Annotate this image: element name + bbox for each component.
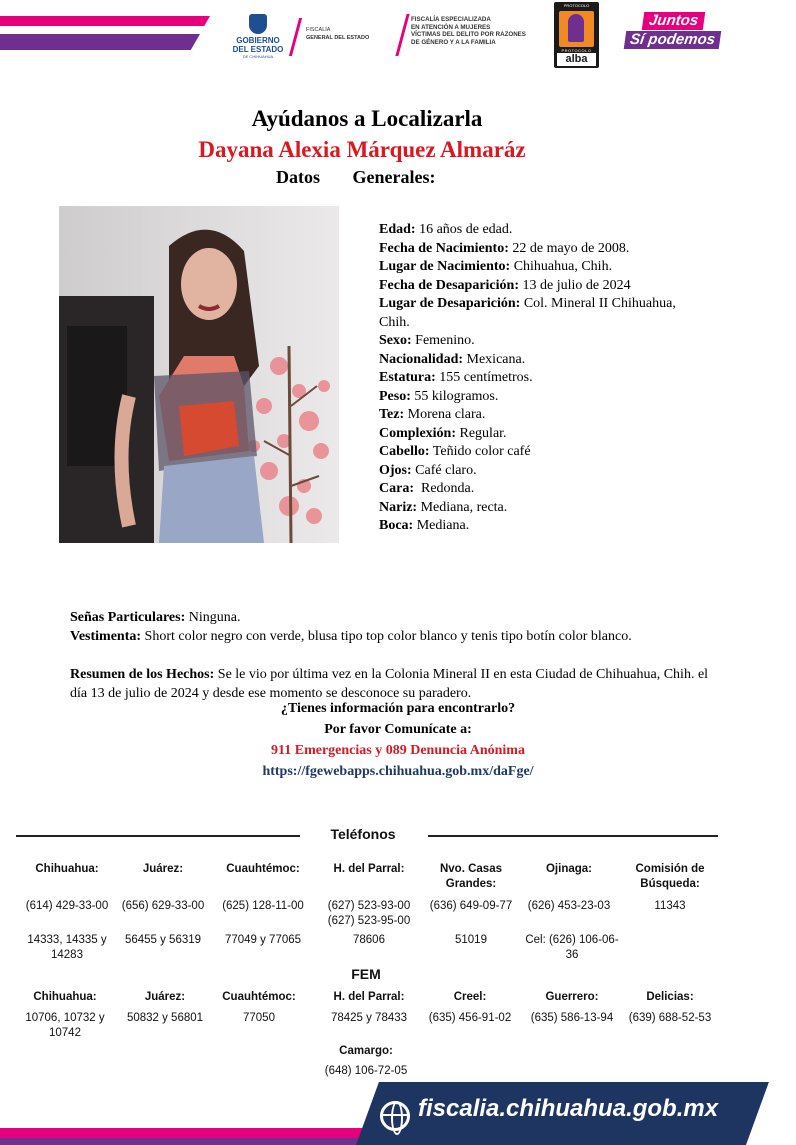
fem-header: Juárez: xyxy=(144,991,186,1003)
juntos-line1: Juntos xyxy=(642,12,706,30)
gobierno-line3: DE CHIHUAHUA xyxy=(242,54,274,59)
tel-header: Juárez: xyxy=(142,863,184,875)
figure-icon xyxy=(568,14,584,42)
tel-value: 11343 xyxy=(654,900,686,912)
photo-illustration xyxy=(59,206,339,543)
senas-particulares: Señas Particulares: Ninguna. xyxy=(70,610,241,625)
dato-peso: Peso: 55 kilogramos. xyxy=(379,388,499,404)
dato-boca: Boca: Mediana. xyxy=(379,518,470,533)
vestimenta: Vestimenta: Short color negro con verde, blusa tipo top color blanco y tenis tipo botín color blanco. xyxy=(70,628,632,644)
tel-value: (625) 128-11-00 xyxy=(222,900,304,912)
dato-ojos: Ojos: Café claro. xyxy=(379,462,477,478)
telefonos-title: Teléfonos xyxy=(330,826,396,842)
dato-edad: Edad: 16 años de edad. xyxy=(379,222,513,237)
fem-line2: EN ATENCIÓN A MUJERES xyxy=(411,23,491,31)
fem-title: FEM xyxy=(351,966,381,982)
dato-fecha-nacimiento: Fecha de Nacimiento: 22 de mayo de 2008. xyxy=(379,240,630,256)
camargo-header: Camargo: xyxy=(339,1045,393,1057)
dato-nacionalidad: Nacionalidad: Mexicana. xyxy=(379,351,526,367)
fem-header: Cuauhtémoc: xyxy=(222,991,296,1003)
fge-line2: GENERAL DEL ESTADO xyxy=(306,35,370,41)
tel-ext: Cel: (626) 106-06-36 xyxy=(525,934,619,961)
datos-generales xyxy=(379,221,679,536)
fem-value: 78425 y 78433 xyxy=(330,1012,408,1024)
shield-icon xyxy=(249,14,267,34)
fem-value: (635) 586-13-94 xyxy=(530,1012,614,1024)
page-title: Ayúdanos a Localizarla xyxy=(251,106,483,131)
contacto xyxy=(0,698,796,782)
footer-magenta-stripe xyxy=(0,1128,380,1138)
gobierno-line2: DEL ESTADO xyxy=(232,45,284,54)
resumen-hechos: Resumen de los Hechos: Se le vio por última vez en la Colonia Mineral II en esta Ciudad de Chihuahua, Chih. el día 13 de julio de 2024 y desde ese momento se desconoce su paradero. xyxy=(70,667,709,701)
fem-line4: DE GÉNERO Y A LA FAMILIA xyxy=(411,38,496,46)
tel-ext: 77049 y 77065 xyxy=(224,934,302,946)
fge-logo xyxy=(306,26,396,42)
person-photo xyxy=(59,206,339,543)
dato-cabello: Cabello: Teñido color café xyxy=(379,444,531,459)
juntos-logo xyxy=(625,12,720,49)
dato-lugar-nacimiento: Lugar de Nacimiento: Chihuahua, Chih. xyxy=(379,259,613,274)
dato-estatura: Estatura: 155 centímetros. xyxy=(379,370,533,385)
gobierno-line1: GOBIERNO xyxy=(236,36,280,45)
globe-icon xyxy=(380,1101,410,1131)
divider xyxy=(289,18,302,56)
fge-line1: FISCALÍA xyxy=(306,27,331,33)
contacto-url[interactable]: https://fgewebapps.chihuahua.gob.mx/daFge/ xyxy=(262,764,534,779)
contacto-emergencias: 911 Emergencias y 089 Denuncia Anónima xyxy=(271,743,525,758)
dato-complexion: Complexión: Regular. xyxy=(379,425,507,441)
fem-header: Guerrero: xyxy=(545,991,599,1003)
dato-nariz: Nariz: Mediana, recta. xyxy=(379,499,508,515)
tel-header: Cuauhtémoc: xyxy=(226,863,300,875)
alba-logo xyxy=(554,2,599,68)
header-bar xyxy=(0,0,734,78)
footer-site[interactable]: fiscalia.chihuahua.gob.mx xyxy=(418,1095,719,1122)
tel-header: Comisión de Búsqueda: xyxy=(635,863,705,890)
tel-ext: 14333, 14335 y 14283 xyxy=(27,934,107,961)
contacto-pregunta: ¿Tienes información para encontrarlo? xyxy=(280,701,516,716)
tel-value: (627) 523-93-00 (627) 523-95-00 xyxy=(327,900,411,927)
tel-ext: 78606 xyxy=(353,934,385,946)
fem-value: (639) 688-52-53 xyxy=(628,1012,712,1024)
fem-value: 50832 y 56801 xyxy=(126,1012,204,1024)
fem-value: 77050 xyxy=(243,1012,275,1024)
alba-top-text: PROTOCOLO xyxy=(563,3,590,8)
fem-header: H. del Parral: xyxy=(333,991,405,1003)
telefonos-section xyxy=(0,820,734,1080)
footer-purple-stripe xyxy=(0,1138,380,1145)
dato-fecha-desaparicion: Fecha de Desaparición: 13 de julio de 2024 xyxy=(379,277,631,293)
dato-sexo: Sexo: Femenino. xyxy=(379,333,475,348)
fem-value: (635) 456-91-02 xyxy=(428,1012,512,1024)
fem-value: 10706, 10732 y 10742 xyxy=(25,1012,105,1039)
tel-value: (656) 629-33-00 xyxy=(121,900,205,912)
tel-ext: 56455 y 56319 xyxy=(124,934,202,946)
divider-right xyxy=(428,835,718,837)
tel-header: H. del Parral: xyxy=(333,863,405,875)
tel-value: (626) 453-23-03 xyxy=(527,900,611,912)
tel-value: (636) 649-09-77 xyxy=(429,900,513,912)
tel-header: Nvo. Casas Grandes: xyxy=(439,863,502,890)
contacto-favor: Por favor Comunícate a: xyxy=(324,722,472,737)
fem-logo xyxy=(411,16,546,46)
person-name: Dayana Alexia Márquez Almaráz xyxy=(198,137,526,162)
purple-stripe xyxy=(0,34,200,50)
tel-header: Chihuahua: xyxy=(35,863,99,875)
camargo-value: (648) 106-72-05 xyxy=(324,1065,408,1077)
detalles xyxy=(70,609,710,646)
fem-header: Chihuahua: xyxy=(33,991,97,1003)
alba-sub-text: PROTOCOLO xyxy=(561,48,592,53)
tel-value: (614) 429-33-00 xyxy=(25,900,109,912)
magenta-stripe xyxy=(0,16,210,26)
dato-lugar-desaparicion: Lugar de Desaparición: Col. Mineral II Chihuahua, Chih. xyxy=(379,296,676,330)
tel-header: Ojinaga: xyxy=(545,863,592,875)
alba-word: alba xyxy=(557,53,596,66)
fem-header: Creel: xyxy=(453,991,487,1003)
fem-line3: VÍCTIMAS DEL DELITO POR RAZONES xyxy=(411,31,526,38)
tel-ext: 51019 xyxy=(455,934,487,946)
divider xyxy=(395,14,409,56)
divider-left xyxy=(16,835,300,837)
section-title-datos: Datos Generales: xyxy=(276,167,436,187)
dato-cara: Cara: Redonda. xyxy=(379,481,475,496)
gobierno-logo xyxy=(226,14,290,60)
juntos-line2: Sí podemos xyxy=(624,31,722,49)
dato-tez: Tez: Morena clara. xyxy=(379,407,486,422)
fem-header: Delicias: xyxy=(646,991,694,1003)
fem-line1: FISCALÍA ESPECIALIZADA xyxy=(411,16,491,23)
